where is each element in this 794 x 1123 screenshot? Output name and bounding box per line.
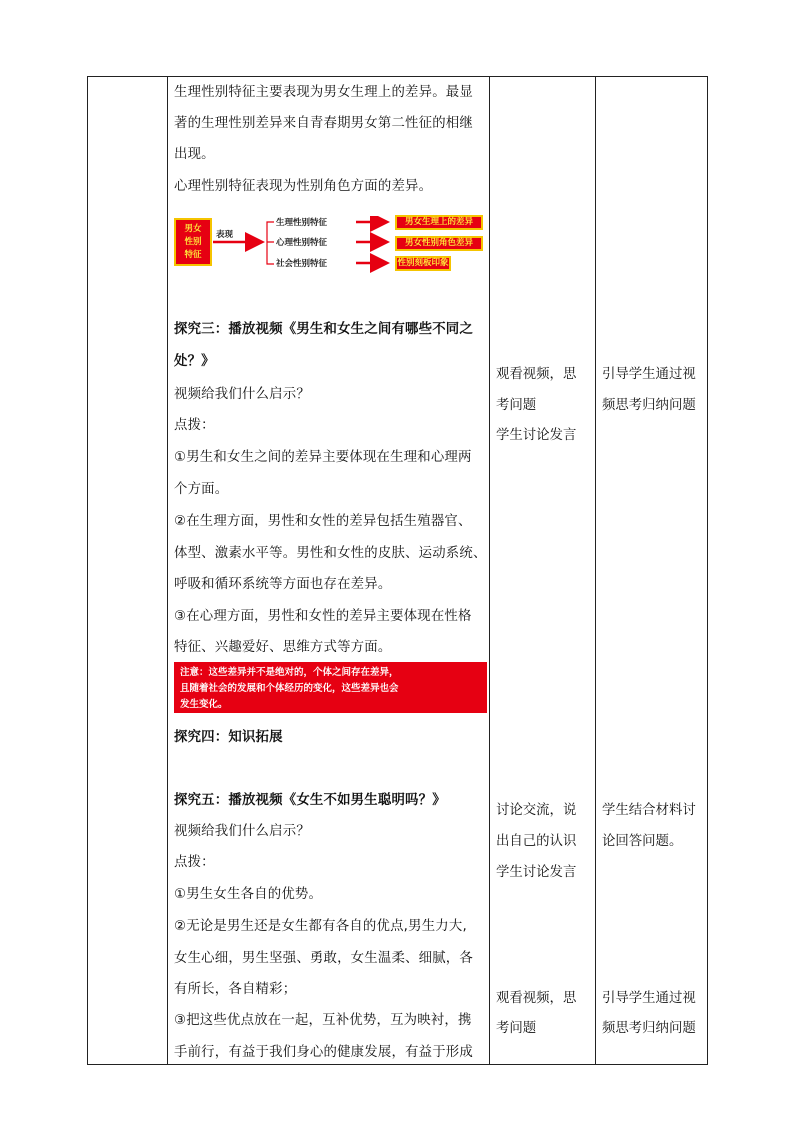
text-line: 有所长，各自精彩； (174, 982, 297, 997)
note-line: 注意：这些差异并不是绝对的，个体之间存在差异， (180, 667, 399, 678)
activity-line: 考问题 (496, 1021, 537, 1036)
teaching-content-cell (169, 77, 489, 1064)
intent-line: 引导学生通过视 (602, 367, 696, 382)
text-line: 生理性别特征主要表现为男女生理上的差异。最显 (174, 85, 473, 100)
text-line: ①男生女生各自的优势。 (174, 887, 323, 902)
text-line: 个方面。 (174, 482, 229, 497)
intent-line: 引导学生通过视 (602, 991, 696, 1006)
diagram-branch-label: 生理性别特征 (276, 218, 328, 228)
activity-line: 讨论交流，说 (496, 803, 577, 818)
activity-line: 学生讨论发言 (496, 428, 577, 443)
column-divider (595, 77, 596, 1064)
note-line: 发生变化。 (180, 699, 228, 710)
text-line: 呼吸和循环系统等方面也存在差异。 (174, 577, 392, 592)
note-line: 且随着社会的发展和个体经历的变化，这些差异也会 (180, 683, 399, 694)
intent-line: 频思考归纳问题 (602, 1021, 696, 1036)
inquiry-five-title: 探究五：播放视频《女生不如男生聪明吗？》 (174, 793, 446, 808)
activity-line: 考问题 (496, 398, 537, 413)
design-intent-cell (597, 77, 707, 1064)
text-line: ③在心理方面，男性和女性的差异主要体现在性格 (174, 609, 472, 624)
text-line: 体型、激素水平等。男性和女性的皮肤、运动系统、 (174, 546, 487, 561)
activity-line: 观看视频，思 (496, 367, 577, 382)
text-line: 点拨： (174, 855, 215, 870)
diagram-result-box: 男女性别角色差异 (395, 236, 483, 251)
activity-line: 观看视频，思 (496, 991, 577, 1006)
text-line: 女生心细，男生坚强、勇敢，女生温柔、细腻，各 (174, 951, 473, 966)
diagram-result-box: 性别刻板印象 (395, 256, 451, 271)
text-line: ①男生和女生之间的差异主要体现在生理和心理两 (174, 450, 472, 465)
text-line: ②在生理方面，男性和女性的差异包括生殖器官、 (174, 514, 472, 529)
activity-line: 出自己的认识 (496, 834, 577, 849)
note-box (174, 662, 487, 713)
text-line: 视频给我们什么启示？ (174, 387, 310, 402)
inquiry-three-title: 探究三：播放视频《男生和女生之间有哪些不同之 (174, 322, 473, 337)
diagram-connector-label: 表现 (216, 230, 234, 240)
text-line: 出现。 (174, 147, 215, 162)
intent-line: 论回答问题。 (602, 834, 683, 849)
gender-characteristics-diagram (174, 216, 489, 274)
lesson-table (87, 76, 708, 1065)
text-line: 著的生理性别差异来自青春期男女第二性征的相继 (174, 116, 473, 131)
inquiry-four-title: 探究四：知识拓展 (174, 730, 283, 745)
diagram-branch-label: 社会性别特征 (276, 259, 328, 269)
column-divider (167, 77, 168, 1064)
diagram-root-box: 男女 性别 特征 (174, 218, 212, 266)
text-line: ③把这些优点放在一起，互补优势，互为映衬，携 (174, 1013, 472, 1028)
intent-line: 频思考归纳问题 (602, 398, 696, 413)
diagram-result-box: 男女生理上的差异 (395, 215, 483, 230)
student-activity-cell (491, 77, 595, 1064)
text-line: 特征、兴趣爱好、思维方式等方面。 (174, 640, 392, 655)
text-line: ②无论是男生还是女生都有各自的优点,男生力大, (174, 919, 467, 934)
activity-line: 学生讨论发言 (496, 865, 577, 880)
inquiry-three-title-cont: 处？》 (174, 354, 215, 369)
text-line: 视频给我们什么启示？ (174, 824, 310, 839)
diagram-branch-label: 心理性别特征 (276, 238, 328, 248)
text-line: 点拨： (174, 418, 215, 433)
text-line: 心理性别特征表现为性别角色方面的差异。 (174, 179, 433, 194)
intent-line: 学生结合材料讨 (602, 803, 696, 818)
text-line: 手前行，有益于我们身心的健康发展，有益于形成 (174, 1045, 473, 1060)
bracket-lines (267, 222, 274, 264)
